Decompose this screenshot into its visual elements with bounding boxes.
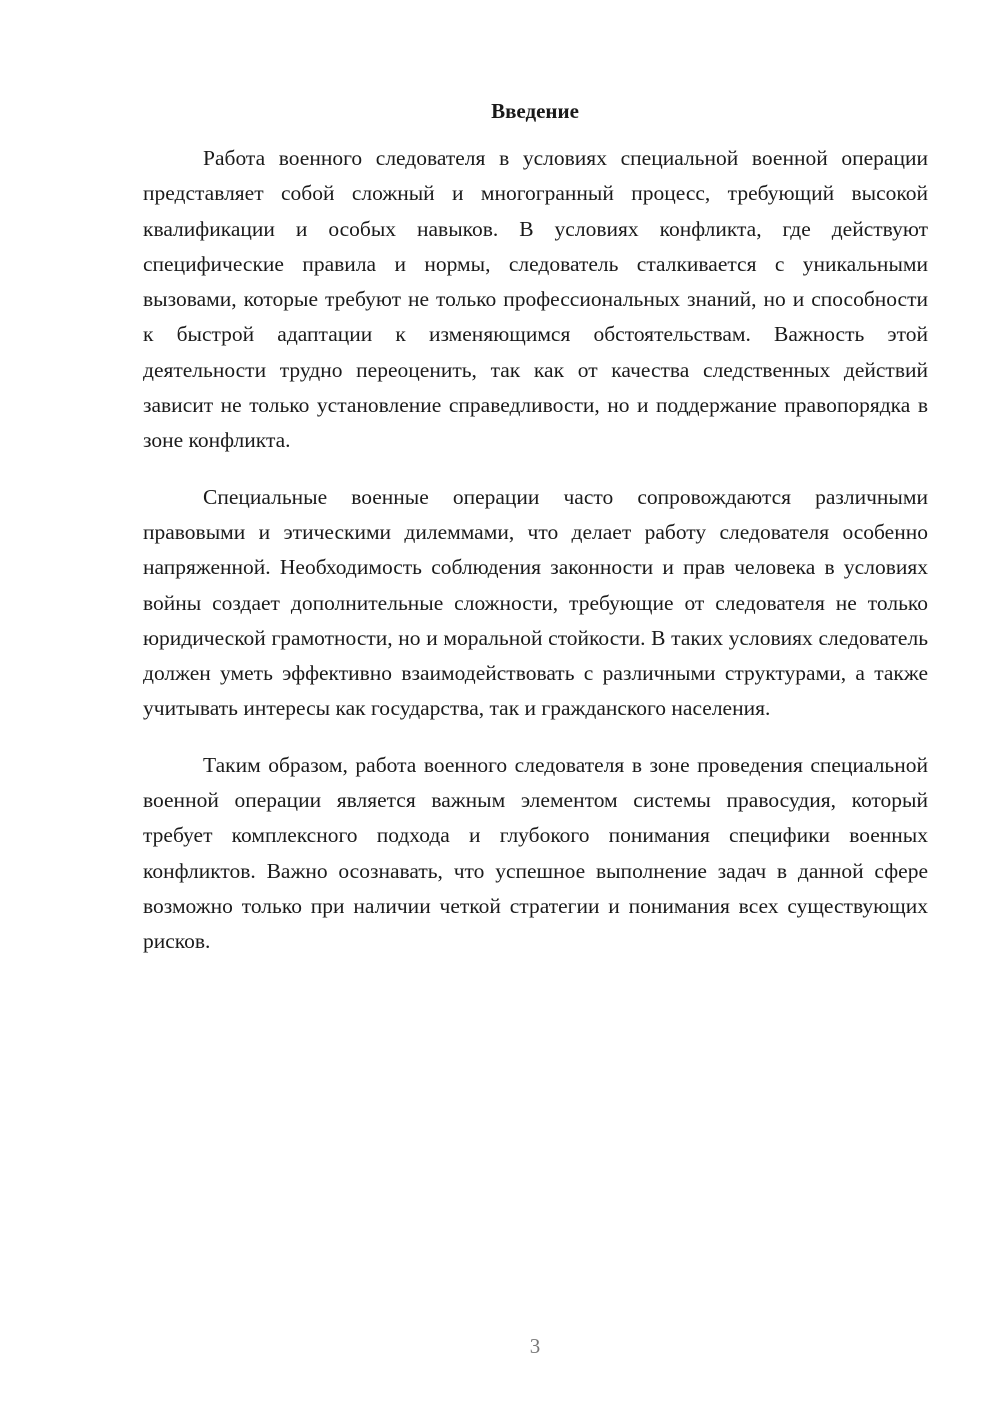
- document-body: [143, 141, 928, 981]
- page-title: Введение: [491, 99, 579, 123]
- paragraph-1: Работа военного следователя в условиях специальной военной операции представляет собой сложный и многогранный процесс, требующий высокой квалификации и особых навыков. В условиях конфликта, где действуют специфические правила и нормы, следователь сталкивается с уникальными вызовами, которые требуют не только профессиональных знаний, но и способности к быстрой адаптации к изменяющимся обстоятельствам. Важность этой деятельности трудно переоценить, так как от качества следственных действий зависит не только установление справедливости, но и поддержание правопорядка в зоне конфликта.: [143, 146, 928, 453]
- paragraph-3: Таким образом, работа военного следователя в зоне проведения специальной военной операции является важным элементом системы правосудия, который требует комплексного подхода и глубокого понимания специфики военных конфликтов. Важно осознавать, что успешное выполнение задач в данной сфере возможно только при наличии четкой стратегии и понимания всех существующих рисков.: [143, 752, 928, 954]
- page-number: 3: [529, 1334, 541, 1358]
- paragraph-2: Специальные военные операции часто сопровождаются различными правовыми и этическими дилеммами, что делает работу следователя особенно напряженной. Необходимость соблюдения законности и прав человека в условиях войны создает дополнительные сложности, требующие от следователя не только юридической грамотности, но и моральной стойкости. В таких условиях следователь должен уметь эффективно взаимодействовать с различными структурами, а также учитывать интересы как государства, так и гражданского населения.: [143, 484, 928, 721]
